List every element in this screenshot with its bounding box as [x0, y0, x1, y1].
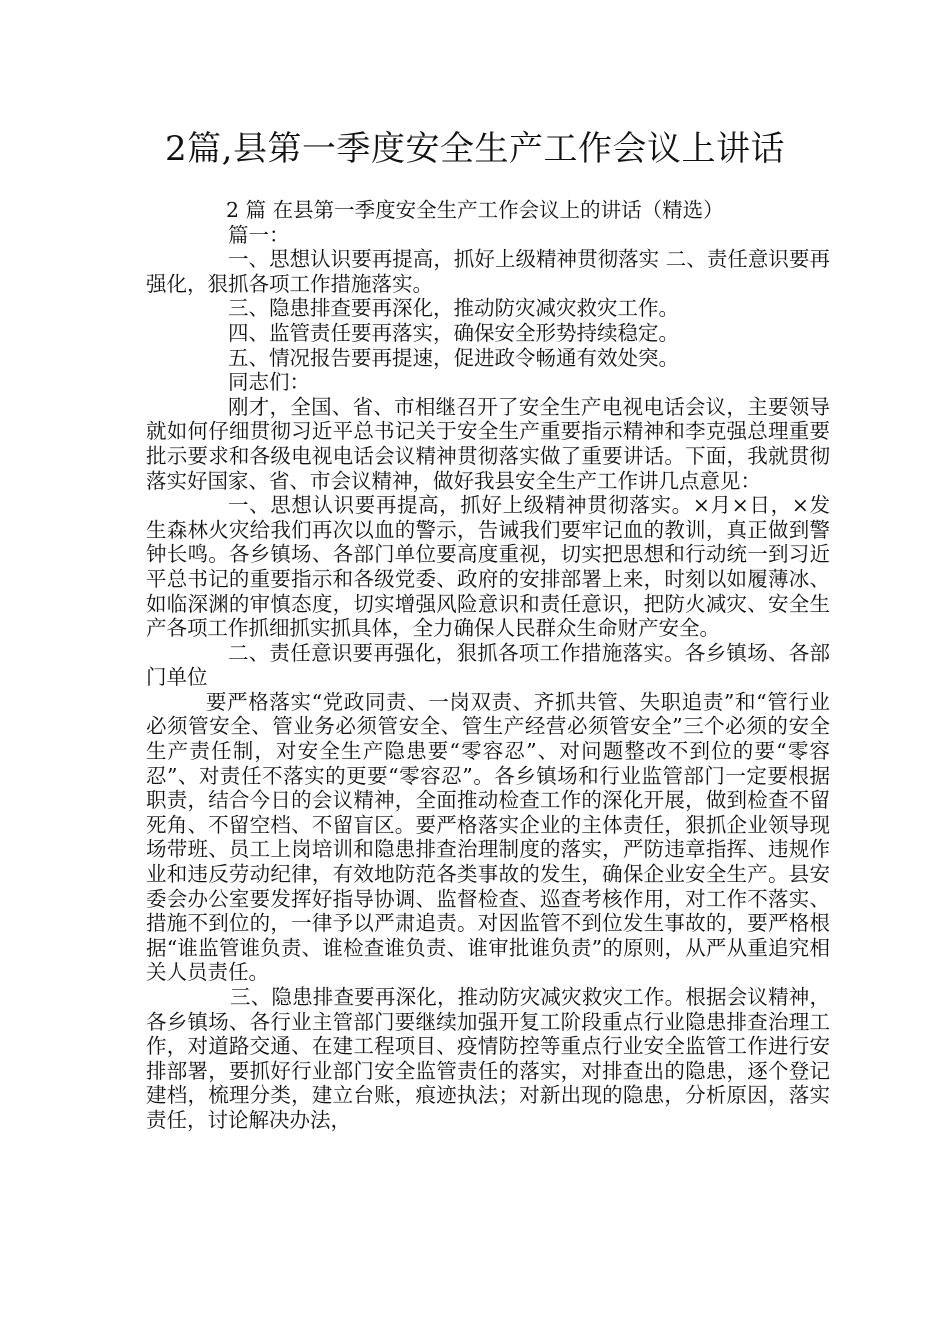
paragraph: 篇一： [228, 222, 290, 247]
document-subtitle: 2 篇 在县第一季度安全生产工作会议上的讲话（精选） [226, 198, 724, 222]
paragraph: 三、隐患排查要再深化，推动防灾减灾救灾工作。 [228, 296, 679, 321]
document-body [146, 198, 830, 1133]
paragraph: 刚才，全国、省、市相继召开了安全生产电视电话会议，主要领导就如何仔细贯彻习近平总书记关于安全生产重要指示精神和李克强总理重要批示要求和各级电视电话会议精神贯彻落实做了重要讲话。下面，我就贯彻落实好国家、省、市会议精神，做好我县安全生产工作讲几点意见： [146, 394, 830, 493]
paragraph: 要严格落实“党政同责、一岗双责、齐抓共管、失职追责”和“管行业必须管安全、管业务必须管安全、管生产经营必须管安全”三个必须的安全生产责任制，对安全生产隐患要“零容忍”、对问题整改不到位的要“零容忍”、对责任不落实的更要“零容忍”。各乡镇场和行业监管部门一定要根据职责，结合今日的会议精神，全面推动检查工作的深化开展，做到检查不留死角、不留空档、不留盲区。要严格落实企业的主体责任，狠抓企业领导现场带班、员工上岗培训和隐患排查治理制度的落实，严防违章指挥、违规作业和违反劳动纪律，有效地防范各类事故的发生，确保企业安全生产。县安委会办公室要发挥好指导协调、监督检查、巡查考核作用，对工作不落实、措施不到位的，一律予以严肃追责。对因监管不到位发生事故的，要严格根据“谁监管谁负责、谁检查谁负责、谁审批谁负责”的原则，从严从重追究相关人员责任。 [146, 689, 830, 985]
paragraph: 同志们： [228, 370, 310, 395]
paragraph: 一、思想认识要再提高，抓好上级精神贯彻落实。×月×日，×发生森林火灾给我们再次以血的警示，告诫我们要牢记血的教训，真正做到警钟长鸣。各乡镇场、各部门单位要高度重视，切实把思想和行动统一到习近平总书记的重要指示和各级党委、政府的安排部署上来，时刻以如履薄冰、如临深渊的审慎态度，切实增强风险意识和责任意识，把防火减灾、安全生产各项工作抓细抓实抓具体，全力确保人民群众生命财产安全。 [146, 493, 830, 641]
paragraph: 一、思想认识要再提高，抓好上级精神贯彻落实 二、责任意识要再强化，狠抓各项工作措施落实。 [146, 247, 830, 296]
paragraph: 三、隐患排查要再深化，推动防灾减灾救灾工作。根据会议精神，各乡镇场、各行业主管部门要继续加强开复工阶段重点行业隐患排查治理工作，对道路交通、在建工程项目、疫情防控等重点行业安全监管工作进行安排部署，要抓好行业部门安全监管责任的落实，对排查出的隐患，逐个登记建档，梳理分类，建立台账，痕迹执法；对新出现的隐患，分析原因，落实责任，讨论解决办法， [146, 985, 830, 1132]
document-title: 2篇,县第一季度安全生产工作会议上讲话 [165, 129, 785, 169]
paragraph: 二、责任意识要再强化，狠抓各项工作措施落实。各乡镇场、各部门单位 [146, 640, 830, 690]
paragraph: 四、监管责任要再落实，确保安全形势持续稳定。 [228, 320, 679, 345]
paragraph: 五、情况报告要再提速，促进政令畅通有效处突。 [228, 345, 679, 370]
